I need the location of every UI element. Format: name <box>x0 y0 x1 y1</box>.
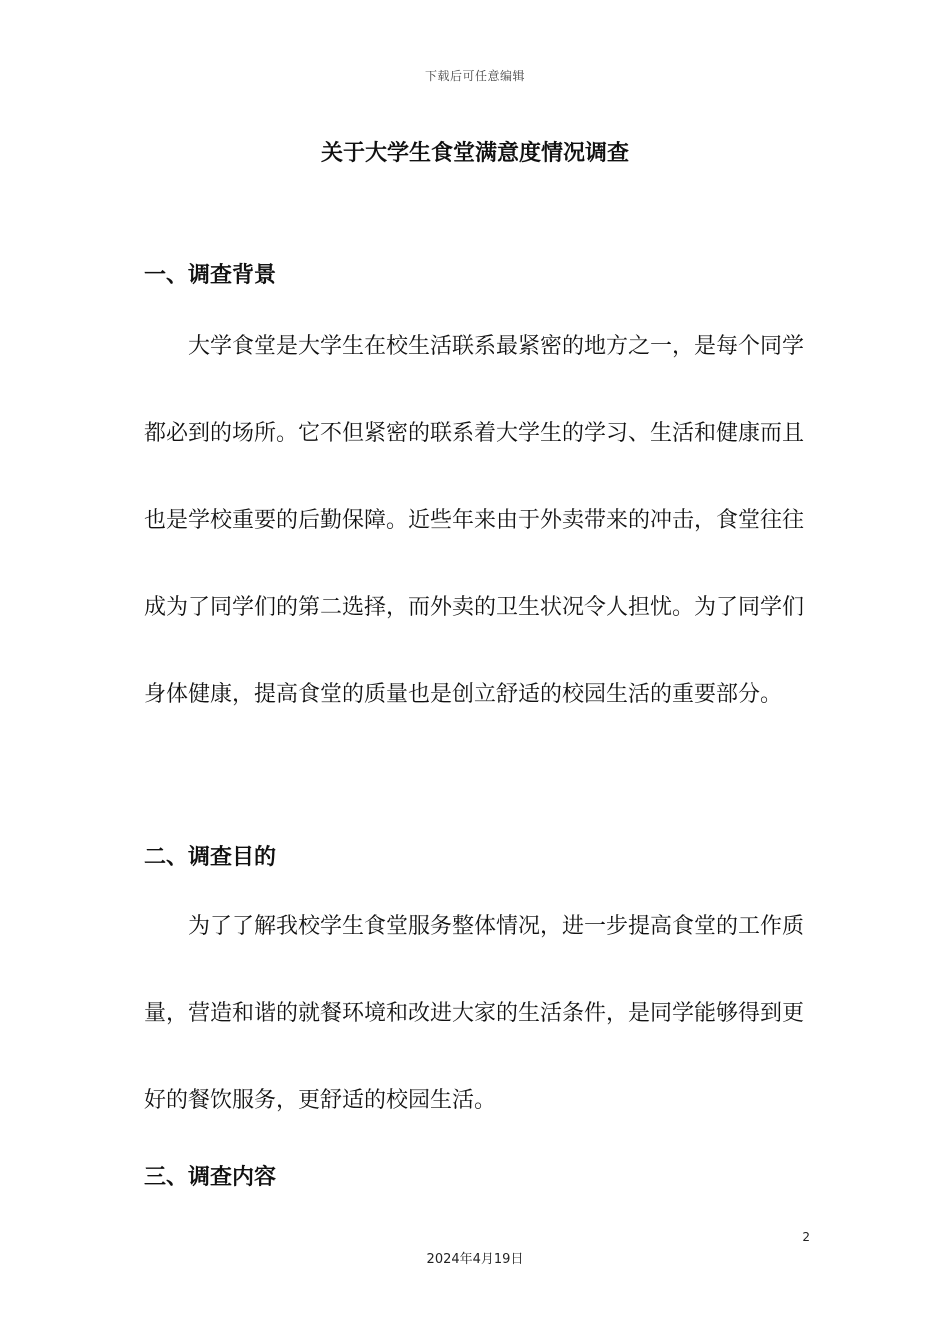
document-title: 关于大学生食堂满意度情况调查 <box>320 141 629 166</box>
section-heading-background: 一、调查背景 <box>144 263 277 288</box>
section-heading-purpose: 二、调查目的 <box>144 845 277 870</box>
section-heading-content: 三、调查内容 <box>144 1165 277 1190</box>
header-note: 下载后可任意编辑 <box>424 69 525 83</box>
page-number: 2 <box>802 1230 810 1244</box>
paragraph-purpose: 为了了解我校学生食堂服务整体情况，进一步提高食堂的工作质量，营造和谐的就餐环境和改进大家的生活条件，是同学能够得到更好的餐饮服务，更舒适的校园生活。 <box>144 914 805 1113</box>
footer-date: 2024年4月19日 <box>426 1252 524 1267</box>
paragraph-background: 大学食堂是大学生在校生活联系最紧密的地方之一，是每个同学都必到的场所。它不但紧密的联系着大学生的学习、生活和健康而且也是学校重要的后勤保障。近些年来由于外卖带来的冲击，食堂往往成为了同学们的第二选择，而外卖的卫生状况令人担忧。为了同学们身体健康，提高食堂的质量也是创立舒适的校园生活的重要部分。 <box>144 334 805 707</box>
